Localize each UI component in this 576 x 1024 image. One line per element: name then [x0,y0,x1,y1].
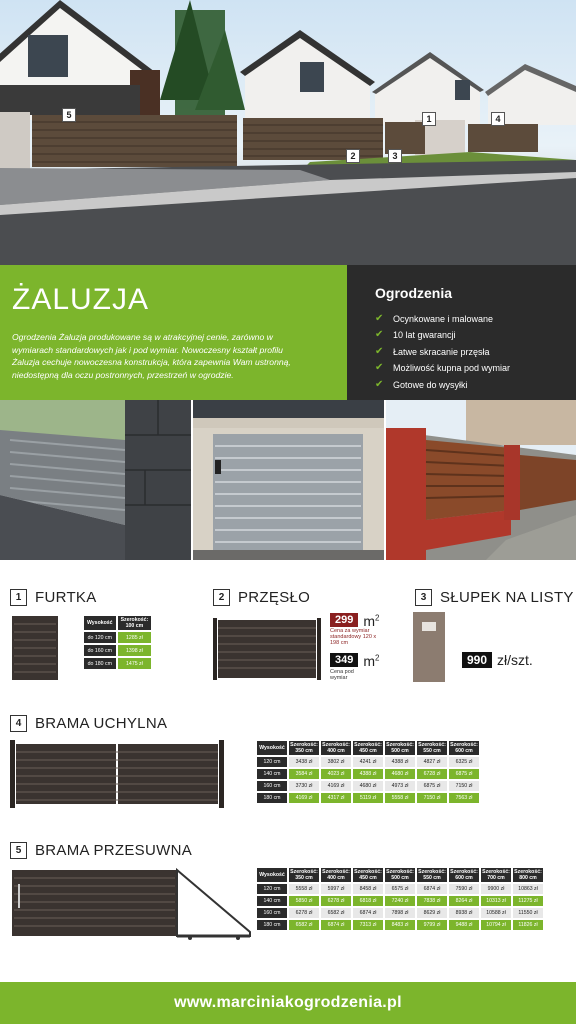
col-width-label: Szerokość: [450,742,478,748]
price-cell: 1475 zł [118,658,152,669]
row-height: 120 cm [257,757,287,767]
section-furtka-header [10,589,97,606]
price-cell: 10313 zł [481,896,511,906]
table-row [257,781,479,791]
furtka-image [10,614,60,682]
row-height: do 180 cm [84,658,116,669]
table-row [257,757,479,767]
check-icon: ✔ [375,345,384,357]
col-width [353,741,383,755]
section-number: 4 [10,715,27,732]
price-cell: 3438 zł [289,757,319,767]
price-cell: 9799 zł [417,920,447,930]
feature-item [375,344,576,360]
price-cell: 6582 zł [289,920,319,930]
col-width-label: Szerokość: [386,742,414,748]
col-width [289,741,319,755]
col-width-value: 350 cm [295,748,313,754]
col-width [353,868,383,882]
price-cell: 6875 zł [417,781,447,791]
przeslo-image [213,614,321,682]
furtka-price-table [82,614,153,671]
brama-uchylna-price-table [255,739,481,805]
col-width-value: 350 cm [295,875,313,881]
feature-label: Możliwość kupna pod wymiar [393,363,511,374]
row-height: do 160 cm [84,645,116,656]
feature-label: Łatwe skracanie przęsła [393,346,490,357]
photo-fence-stone-pillar [0,400,191,560]
price-cell: 8629 zł [417,908,447,918]
table-row [257,920,543,930]
col-width [449,868,479,882]
col-width-value: 500 cm [391,875,409,881]
hero-marker-4: 4 [491,112,505,126]
price-cell: 7313 zł [353,920,383,930]
section-number: 2 [213,589,230,606]
col-width [289,868,319,882]
section-number: 1 [10,589,27,606]
feature-item [375,327,576,343]
price-cell: 4169 zł [321,781,351,791]
price-cell: 5558 zł [385,793,415,803]
table-row [257,908,543,918]
section-przeslo-header [213,589,310,606]
price-cell: 4680 zł [385,769,415,779]
section-title: SŁUPEK NA LISTY [440,589,574,606]
col-width-label: Szerokość: [514,869,542,875]
brama-uchylna-image [10,740,224,808]
price-cell: 6818 zł [353,896,383,906]
col-width-label: Szerokość: [290,869,318,875]
przeslo-price-custom [330,653,379,669]
col-width-value: 450 cm [359,875,377,881]
col-width-value: 600 cm [455,875,473,881]
check-icon: ✔ [375,313,384,324]
feature-item [375,360,576,376]
col-width [417,868,447,882]
table-row [257,884,543,894]
price-cell: 8483 zł [385,920,415,930]
section-slupek-header [415,589,574,606]
przeslo-price-standard [330,613,379,629]
price-cell: 6278 zł [289,908,319,918]
check-icon: ✔ [375,329,384,341]
feature-label: Gotowe do wysyłki [393,379,468,390]
price-cell: 4827 zł [417,757,447,767]
note-custom: Cena pod wymiar [330,669,354,681]
col-width-label: Szerokość: [322,869,350,875]
note-standard: Cena za wymiar standardowy 120 x 198 cm [330,628,377,646]
table-row [257,793,479,803]
feature-label: 10 lat gwarancji [393,330,456,341]
col-width-label: Szerokość: [290,742,318,748]
col-width-value: 400 cm [327,748,345,754]
col-width-label: Szerokość: [354,742,382,748]
col-width-label: Szerokość: [418,742,446,748]
features-panel [347,265,576,400]
unit-label: zł/szt. [497,652,533,668]
price-cell: 1398 zł [118,645,152,656]
price-cell: 1285 zł [118,632,152,643]
price-cell: 10863 zł [513,884,543,894]
price-cell: 7898 zł [385,908,415,918]
col-height: Wysokość [84,616,116,630]
price-cell: 9488 zł [449,920,479,930]
col-width-label: Szerokość: [354,869,382,875]
price-cell: 5850 zł [289,896,319,906]
row-height: 140 cm [257,896,287,906]
col-width [385,868,415,882]
price-cell: 4023 zł [321,769,351,779]
slupek-price [462,652,533,668]
price-cell: 7150 zł [449,781,479,791]
website-link[interactable]: www.marciniakogrodzenia.pl [174,994,402,1011]
price-value: 990 [462,652,492,668]
hero-marker-5: 5 [62,108,76,122]
unit-sup: 2 [375,653,380,663]
section-brama-uchylna-header [10,715,167,732]
hero-image [0,0,576,265]
price-cell: 4680 zł [353,781,383,791]
price-cell: 3802 zł [321,757,351,767]
row-height: 180 cm [257,793,287,803]
col-width-value: 450 cm [359,748,377,754]
col-width-value: 800 cm [519,875,537,881]
price-cell: 6728 zł [417,769,447,779]
row-height: 160 cm [257,781,287,791]
price-cell: 4973 zł [385,781,415,791]
price-cell: 4388 zł [353,769,383,779]
col-width-label: Szerokość: [120,617,149,623]
col-width [385,741,415,755]
unit-label: m [363,613,376,629]
col-width-label: Szerokość: [386,869,414,875]
col-width-value: 700 cm [487,875,505,881]
section-title: BRAMA PRZESUWNA [35,842,193,859]
check-icon: ✔ [375,378,384,390]
price-cell: 4388 zł [385,757,415,767]
col-width [417,741,447,755]
price-cell: 8458 zł [353,884,383,894]
price-cell: 4317 zł [321,793,351,803]
col-width-value: 100 cm [125,623,144,629]
price-cell: 9900 zł [481,884,511,894]
photo-gate [193,400,384,560]
section-title: BRAMA UCHYLNA [35,715,168,732]
brama-przesuwna-price-table [255,866,545,932]
price-cell: 6575 zł [385,884,415,894]
price-cell: 7838 zł [417,896,447,906]
brama-przesuwna-image [10,866,252,942]
col-height: Wysokość [257,741,287,755]
slupek-image [413,612,445,682]
col-width [118,616,152,630]
col-width-value: 550 cm [423,748,441,754]
unit-m2 [363,653,379,669]
price-cell: 7590 zł [449,884,479,894]
price-cell: 6582 zł [321,908,351,918]
price-cell: 8938 zł [449,908,479,918]
section-title: FURTKA [35,589,97,606]
row-height: 180 cm [257,920,287,930]
unit-label: m [363,653,376,669]
price-cell: 7240 zł [385,896,415,906]
unit-sup: 2 [375,613,380,623]
price-cell: 11550 zł [513,908,543,918]
col-width [513,868,543,882]
price-custom: 349 [330,653,358,667]
col-height: Wysokość [257,868,287,882]
price-cell: 3730 zł [289,781,319,791]
col-width [321,741,351,755]
col-width-label: Szerokość: [418,869,446,875]
section-number: 5 [10,842,27,859]
feature-item [375,311,576,327]
price-cell: 6874 zł [353,908,383,918]
check-icon: ✔ [375,362,384,374]
table-row [257,769,479,779]
price-cell: 11826 zł [513,920,543,930]
row-height: 160 cm [257,908,287,918]
price-cell: 7563 zł [449,793,479,803]
product-title: ŻALUZJA [12,283,150,316]
price-cell: 4241 zł [353,757,383,767]
row-height: 140 cm [257,769,287,779]
price-standard: 299 [330,613,358,627]
feature-label: Ocynkowane i malowane [393,314,494,324]
table-row [257,896,543,906]
section-title: PRZĘSŁO [238,589,311,606]
price-cell: 6874 zł [417,884,447,894]
price-cell: 6875 zł [449,769,479,779]
col-width-label: Szerokość: [482,869,510,875]
mail-slot [422,622,436,631]
col-width-value: 400 cm [327,875,345,881]
row-height: do 120 cm [84,632,116,643]
col-width-label: Szerokość: [450,869,478,875]
intro-panel [0,265,347,400]
features-title: Ogrodzenia [375,285,453,301]
price-cell: 6325 zł [449,757,479,767]
price-cell: 8264 zł [449,896,479,906]
price-cell: 5119 zł [353,793,383,803]
price-cell: 5997 zł [321,884,351,894]
section-brama-przesuwna-header [10,842,192,859]
row-height: 120 cm [257,884,287,894]
price-cell: 10794 zł [481,920,511,930]
price-cell: 5558 zł [289,884,319,894]
price-cell: 6278 zł [321,896,351,906]
section-number: 3 [415,589,432,606]
unit-m2 [363,613,379,629]
price-cell: 3584 zł [289,769,319,779]
footer [0,982,576,1024]
col-width [321,868,351,882]
col-width-value: 500 cm [391,748,409,754]
intro-paragraph: Ogrodzenia Żaluzja produkowane są w atrakcyjnej cenie, zarówno w wymiarach standardowych jak i pod wymiar. Nowoczesny kształt profilu Żaluzja cechuje nowoczesna konstrukcja, która zapewnia Wam ustronną, niedostępną dla oczu postronnych, przestrzeń w ogrodzie. [12,332,291,380]
price-cell: 4169 zł [289,793,319,803]
price-cell: 10588 zł [481,908,511,918]
features-list [375,311,576,393]
col-width [449,741,479,755]
photo-fence-brick [386,400,576,560]
photo-strip [0,400,576,560]
col-width-label: Szerokość: [322,742,350,748]
feature-item [375,377,576,393]
col-width [481,868,511,882]
col-width-value: 550 cm [423,875,441,881]
col-width-value: 600 cm [455,748,473,754]
price-cell: 6874 zł [321,920,351,930]
price-cell: 11275 zł [513,896,543,906]
price-cell: 7150 zł [417,793,447,803]
hero-marker-2: 2 [346,149,360,163]
hero-marker-3: 3 [388,149,402,163]
hero-marker-1: 1 [422,112,436,126]
